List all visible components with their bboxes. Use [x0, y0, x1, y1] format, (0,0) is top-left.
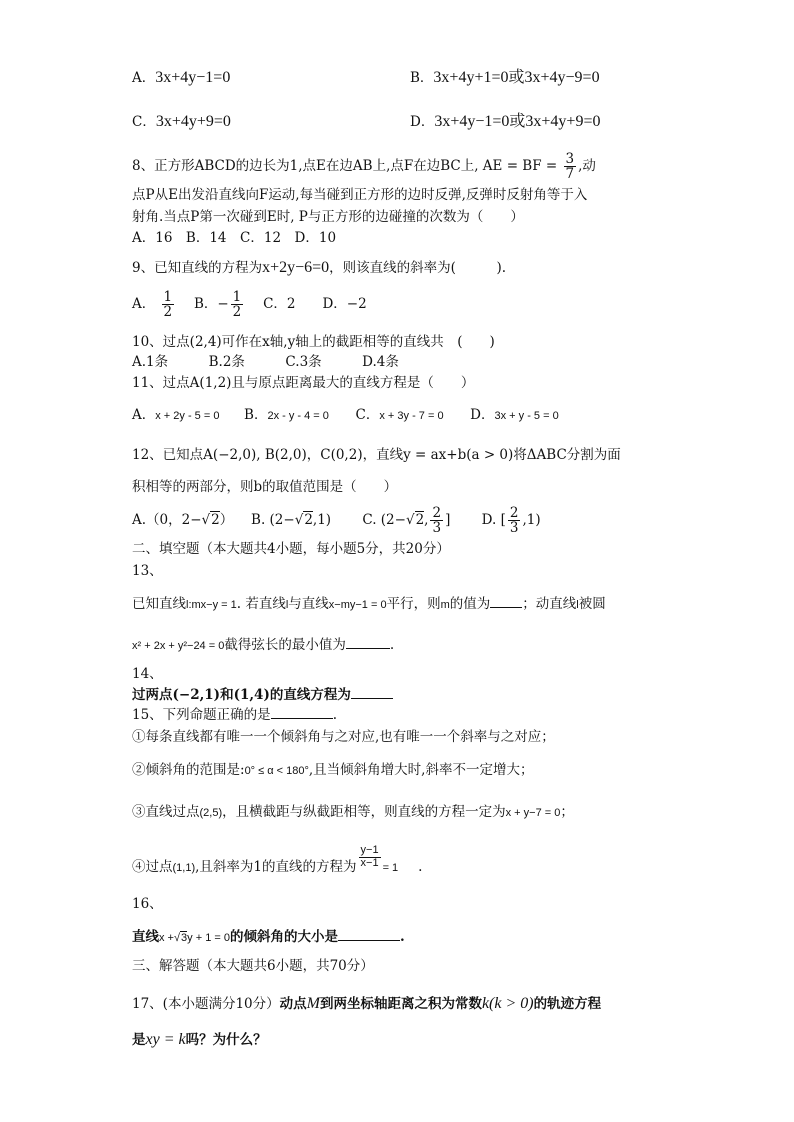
q15-item-1: ①每条直线都有唯一一个倾斜角与之对应,也有唯一一个斜率与之对应； — [132, 729, 555, 745]
q12-line-1: 12、已知点A(−2,0), B(2,0)，C(0,2)，直线y = ax+b(a > 0)将ΔABC分割为面 — [132, 447, 621, 463]
q7-choice-a: A．3x+4y−1=0 — [132, 69, 231, 86]
q8-choices: A．16 B．14 C．12 D．10 — [132, 230, 337, 246]
q15-item-2: ②倾斜角的范围是:0° ≤ α < 180°,且当倾斜角增大时,斜率不一定增大； — [132, 762, 534, 778]
q8-line-3: 射角.当点P第一次碰到E时, P与正方形的边碰撞的次数为（ ） — [132, 209, 524, 225]
q14-number: 14、 — [132, 666, 163, 682]
q7-choice-c: C．3x+4y+9=0 — [132, 113, 231, 130]
q8-line-1: 8、正方形ABCD的边长为1,点E在边AB上,点F在边BC上, AE = BF = $\frac{3}{7}$ ,动 — [132, 151, 596, 183]
q16-text: 直线x +√3y + 1 = 0的倾斜角的大小是 . — [132, 929, 405, 945]
q16-number: 16、 — [132, 896, 163, 912]
q13-line-2: x² + 2x + y²−24 = 0截得弦长的最小值为 . — [132, 637, 395, 653]
q13-line-1: 已知直线l:mx−y = 1. 若直线l与直线x−my−1 = 0平行，则m的值为 ；动直线l被圆 — [132, 596, 606, 612]
q15-item-3: ③直线过点(2,5)，且横截距与纵截距相等，则直线的方程一定为x + y−7 = 0； — [132, 804, 574, 820]
q17-line-1: 17、(本小题满分10分）动点M到两坐标轴距离之积为常数k(k > 0)的轨迹方程 — [132, 995, 602, 1012]
q10-choices: A.1条 B.2条 C.3条 D.4条 — [132, 354, 399, 370]
q11-stem: 11、过点A(1,2)且与原点距离最大的直线方程是（ ） — [132, 375, 475, 391]
q7-choice-d: D．3x+4y−1=0或3x+4y+9=0 — [410, 113, 601, 130]
q12-choices: A.（0，2−√2） B. (2−√2,1) C. (2−√2, $\frac{2}{3}$ ] D. [ $\frac{2}{3}$ ,1) — [132, 505, 541, 537]
q13-number: 13、 — [132, 563, 163, 579]
q15-item-4: ④过点(1,1),且斜率为1的直线的方程为 $\frac{y-1}{x-1}$ = 1 . — [132, 844, 423, 875]
q17-line-2: 是xy = k吗？为什么？ — [132, 1031, 267, 1048]
q10-stem: 10、过点(2,4)可作在x轴,y轴上的截距相等的直线共 ( ) — [132, 334, 495, 350]
q9-choices: A． $\frac{1}{2}$ B．− $\frac{1}{2}$ C．2 D．−2 — [132, 289, 367, 321]
q12-line-2: 积相等的两部分，则b的取值范围是（ ） — [132, 479, 398, 495]
q8-line-2: 点P从E出发沿直线向F运动,每当碰到正方形的边时反弹,反弹时反射角等于入 — [132, 187, 588, 203]
q8-fraction: $\frac{3}{7}$ — [565, 151, 575, 183]
q14-text: 过两点(−2,1)和(1,4)的直线方程为 — [132, 686, 393, 704]
q11-choices: A．x + 2y - 5 = 0 B．2x - y - 4 = 0 C．x + 3y - 7 = 0 D．3x + y - 5 = 0 — [132, 407, 559, 423]
q9-stem: 9、已知直线的方程为x+2y−6=0，则该直线的斜率为( ). — [132, 259, 506, 276]
q15-stem: 15、下列命题正确的是 . — [132, 707, 337, 723]
section-2-heading: 二、填空题（本大题共4小题，每小题5分，共20分） — [132, 541, 450, 557]
q7-choice-b: B．3x+4y+1=0或3x+4y−9=0 — [410, 69, 600, 86]
section-3-heading: 三、解答题（本大题共6小题，共70分） — [132, 958, 374, 974]
